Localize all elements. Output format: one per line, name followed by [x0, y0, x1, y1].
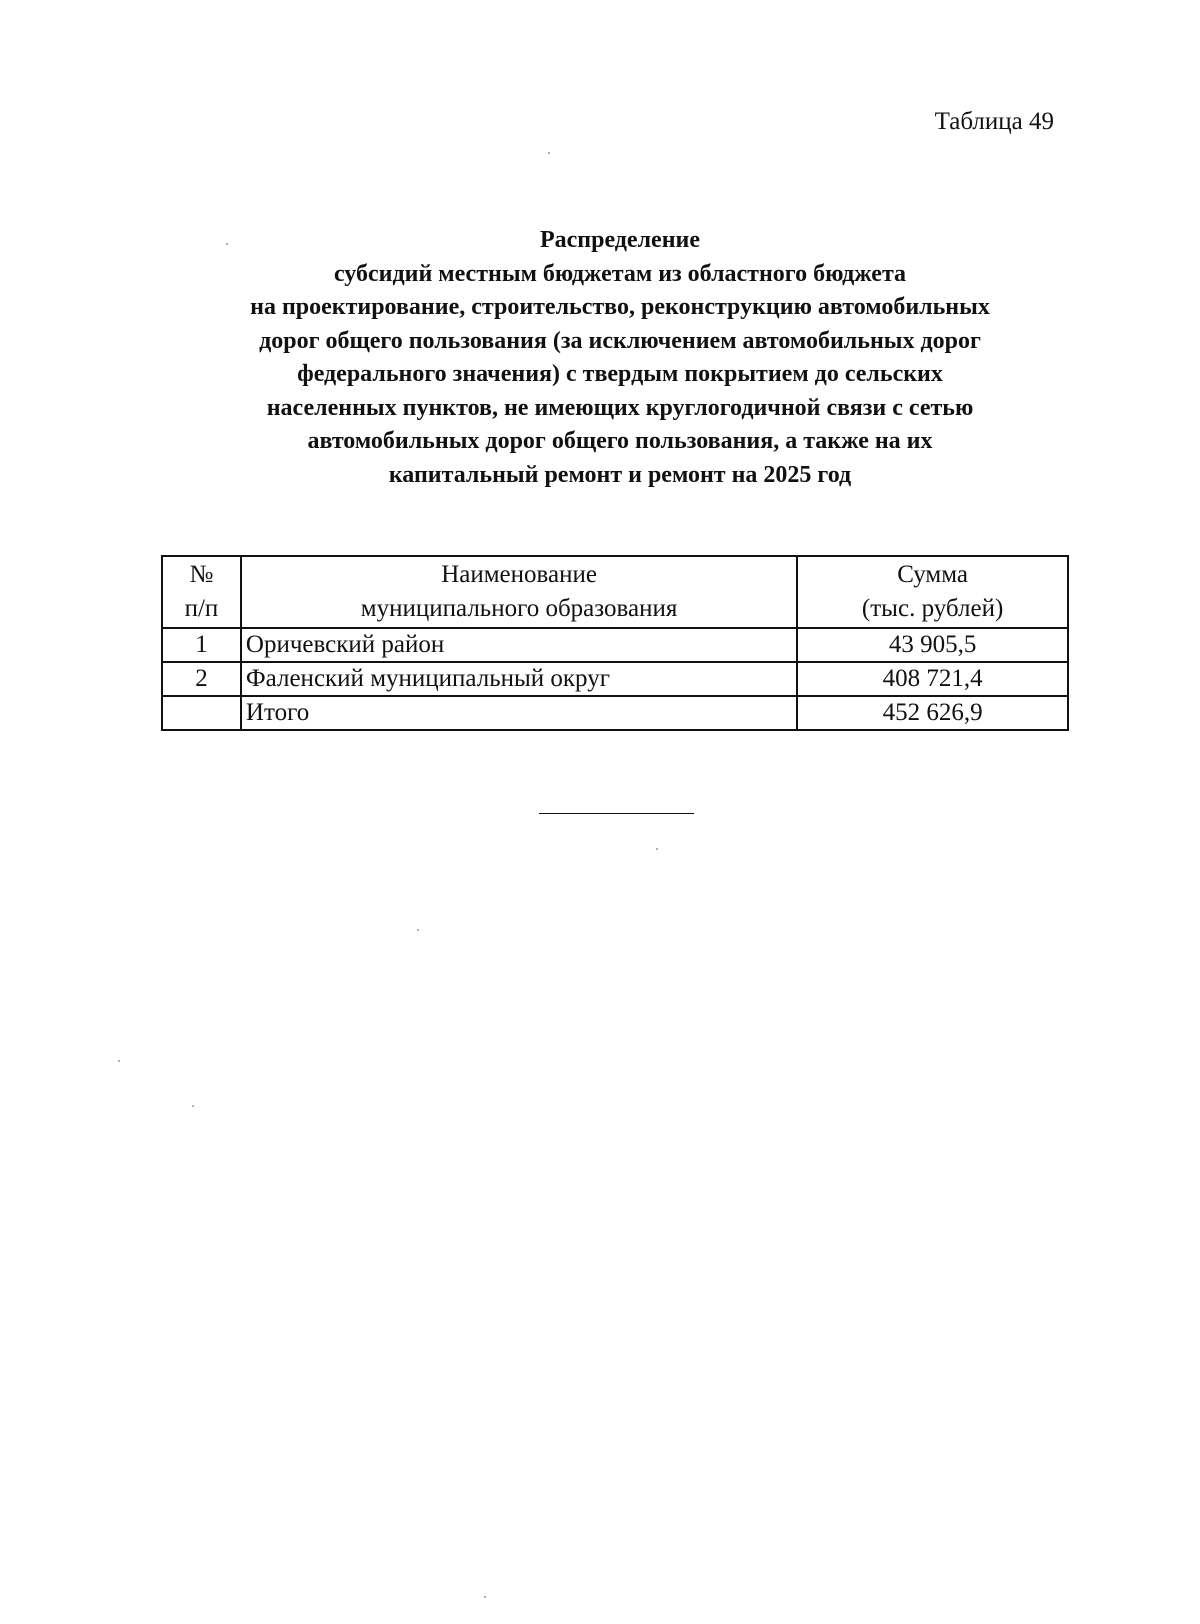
row-sum: 43 905,5: [797, 628, 1068, 662]
scan-speck: [192, 1105, 194, 1107]
row-sum: 452 626,9: [797, 696, 1068, 730]
heading-line: автомобильных дорог общего пользования, а также на их: [307, 428, 933, 454]
heading-line: на проектирование, строительство, реконструкцию автомобильных: [250, 294, 990, 320]
heading-line: Распределение: [539, 227, 701, 253]
scan-speck: [656, 848, 658, 850]
header-municipality-line: муниципального образования: [360, 595, 678, 622]
subsidy-distribution-table: [161, 555, 1069, 731]
table-row: [162, 662, 1068, 696]
heading-line: дорог общего пользования (за исключением автомобильных дорог: [259, 327, 981, 354]
scan-speck: [548, 152, 550, 154]
row-municipality: Оричевский район: [241, 628, 797, 662]
heading-line: субсидий местным бюджетам из областного бюджета: [333, 260, 907, 287]
scan-speck: [226, 243, 228, 245]
header-number: [162, 556, 241, 628]
row-municipality: Фаленский муниципальный округ: [241, 662, 797, 696]
table-number-label: Таблица 49: [934, 108, 1054, 135]
heading-line: населенных пунктов, не имеющих круглогодичной связи с сетью: [266, 394, 974, 421]
scan-speck: [118, 1060, 120, 1062]
header-sum-line: Сумма: [897, 561, 968, 588]
heading-line: капитальный ремонт и ремонт на 2025 год: [388, 461, 852, 488]
document-heading: [0, 224, 1200, 492]
header-number-line: №: [189, 561, 214, 588]
heading-line: федерального значения) с твердым покрытием до сельских: [297, 361, 943, 387]
end-divider-line: [539, 813, 694, 814]
row-number: 2: [162, 662, 241, 696]
row-number: [162, 696, 241, 730]
scan-speck: [484, 1596, 486, 1598]
header-sum-line: (тыс. рублей): [861, 595, 1004, 622]
row-municipality: Итого: [241, 696, 797, 730]
table-header-row: [162, 556, 1068, 628]
scan-speck: [417, 929, 419, 931]
header-municipality-line: Наименование: [441, 561, 597, 588]
table-total-row: [162, 696, 1068, 730]
row-number: 1: [162, 628, 241, 662]
table-row: [162, 628, 1068, 662]
header-number-line: п/п: [184, 595, 219, 622]
header-sum: [797, 556, 1068, 628]
row-sum: 408 721,4: [797, 662, 1068, 696]
header-municipality: [241, 556, 797, 628]
